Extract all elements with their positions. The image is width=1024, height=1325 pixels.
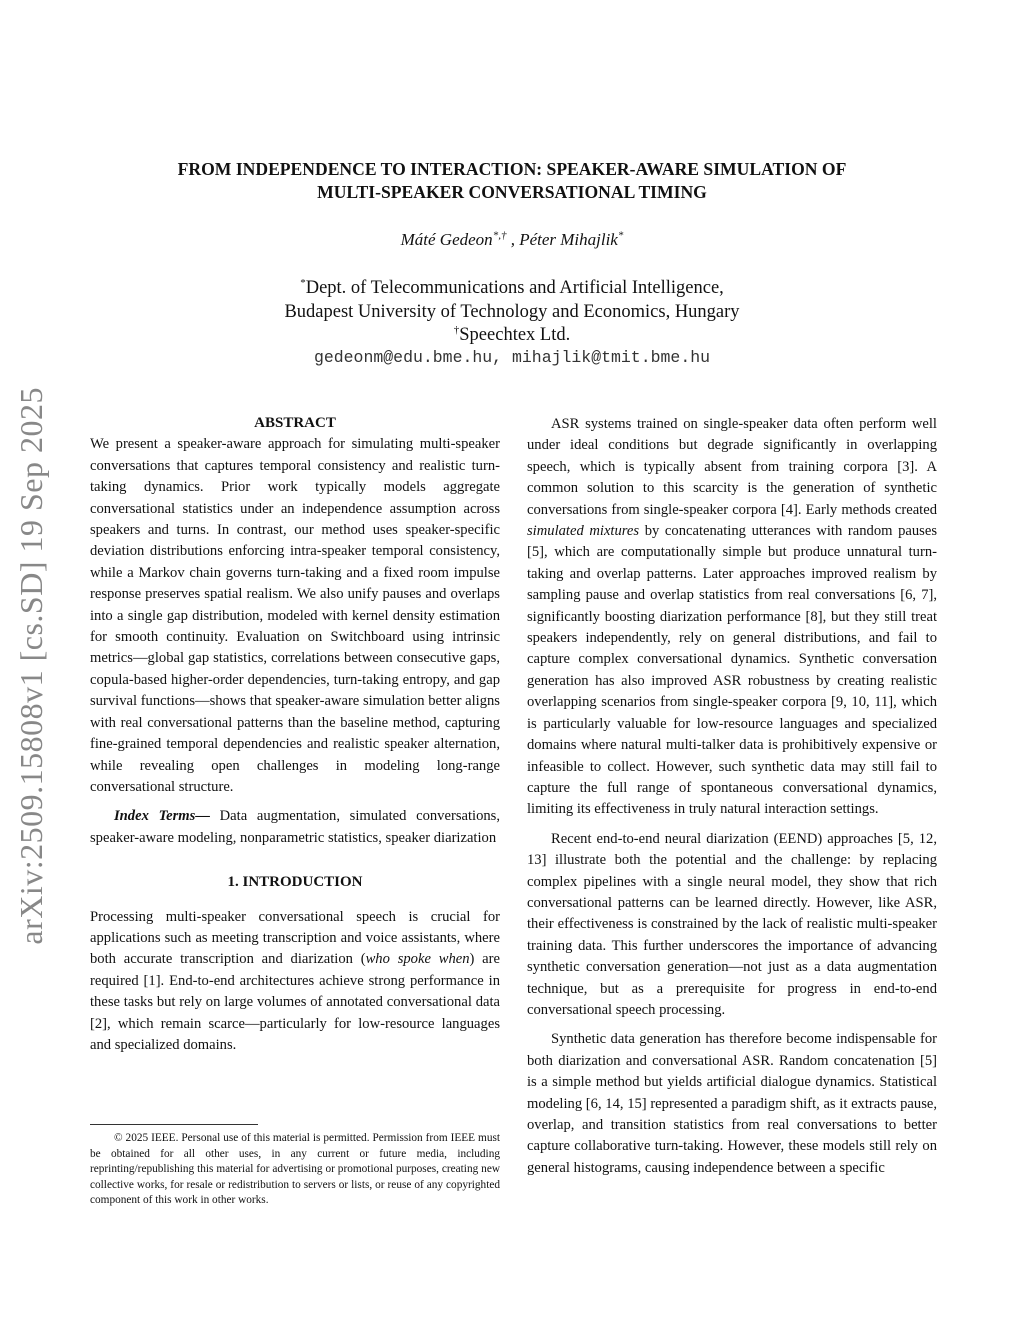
author-2-marks: * [617, 229, 624, 242]
affiliation-3: Speechtex Ltd. [459, 325, 571, 345]
author-1-marks: *,† [492, 229, 507, 242]
abstract-text: We present a speaker-aware approach for simulating multi-speaker conversations that captures temporal consistency and realistic turn-taking dynamics. Prior work typically models aggregate conversational statistics under an independence assumption across speakers and turns. In contrast, our method uses speaker-specific deviation distributions enforcing intra-speaker temporal consistency, while a Markov chain governs turn-taking and a fixed room impulse response preserves spatial realism. We also unify pauses and overlaps into a single gap distribution, modeled with kernel density estimation for smooth continuity. Evaluation on Switchboard using intrinsic metrics—global gap statistics, correlations between consecutive gaps, copula-based higher-order dependencies, turn-taking entropy, and gap survival functions—shows that speaker-aware simulation better aligns with real conversational patterns than the baseline method, capturing fine-grained temporal dependencies and realistic speaker alternation, while revealing open challenges in modeling long-range conversational structure. [90, 436, 500, 795]
introduction-heading: 1. INTRODUCTION [227, 874, 363, 891]
authors [90, 230, 934, 250]
affiliation-mark-2: † [453, 323, 460, 336]
left-column [90, 413, 500, 1056]
affiliations [90, 277, 934, 348]
abstract-heading: ABSTRACT [254, 415, 336, 431]
right-paragraph-2: Recent end-to-end neural diarization (EEND) approaches [5, 12, 13] illustrate both the potential and the challenge: by replacing complex pipelines with a single neural model, they show that rich conversational patterns can be learned directly. However, like ASR, their effectiveness is constrained by the lack of realistic multi-speaker training data. This further underscores the importance of advancing synthetic conversation generation—not just as a data augmentation technique, but as a prerequisite for progress in end-to-end conversational speech processing. [527, 830, 937, 1018]
footnote-rule [90, 1124, 258, 1125]
title-line-2: MULTI-SPEAKER CONVERSATIONAL TIMING [317, 182, 707, 202]
paper-title [90, 158, 934, 204]
copyright-footnote: © 2025 IEEE. Personal use of this material is permitted. Permission from IEEE must be obtained for all other uses, in any current or future media, including reprinting/republishing this material for advertising or promotional purposes, creating new collective works, for resale or redistribution to servers or lists, or reuse of any copyrighted component of this work in other works. [90, 1132, 500, 1207]
affiliation-mark-1: * [300, 276, 306, 289]
right-paragraph-3: Synthetic data generation has therefore become indispensable for both diarization and conversational ASR. Random concatenation [5] is a simple method but yields artificial dialogue dynamics. Statistical modeling [6, 14, 15] represented a paradigm shift, as it extracts pause, overlap, and transition statistics from real conversations to better capture collaborative turn-taking. However, these models still rely on general histograms, causing independence between a specific [527, 1031, 937, 1176]
author-separator: , [506, 230, 520, 249]
author-2: Péter Mihajlik [519, 230, 618, 249]
title-line-1: FROM INDEPENDENCE TO INTERACTION: SPEAKER-AWARE SIMULATION OF [177, 159, 847, 179]
index-terms-label: Index Terms— [114, 808, 210, 825]
author-emails: gedeonm@edu.bme.hu, mihajlik@tmit.bme.hu [313, 348, 711, 367]
arxiv-identifier-text: arXiv:2509.15808v1 [cs.SD] 19 Sep 2025 [12, 387, 49, 945]
intro-paragraph-1: Processing multi-speaker conversational speech is crucial for applications such as meeting transcription and voice assistants, where both accurate transcription and diarization (who spoke when) are required [1]. End-to-end architectures achieve strong performance in these tasks but rely on large volumes of annotated conversational data [2], which remain scarce—particularly for low-resource languages and specialized domains. [90, 908, 500, 1053]
right-paragraph-1: ASR systems trained on single-speaker data often perform well under ideal conditions but degrade significantly in overlapping speech, which is typically absent from training corpora [3]. A common solution to this scarcity is the generation of synthetic conversations from single-speaker corpora [4]. Early methods created simulated mixtures by concatenating utterances with random pauses [5], which are computationally simple but produce unnatural turn-taking and overlap patterns. Later approaches improved realism by sampling pause and overlap statistics from real conversations [6, 7], significantly boosting diarization performance [8], but they still treat speakers independently, rely on general distributions, and fail to capture complex conversational dynamics. Synthetic conversation generation has also improved ASR robustness by creating realistic overlapping scenarios from single-speaker corpora [9, 10, 11], which is particularly valuable for low-resource languages and specialized domains where natural multi-talker data is prohibitively expensive or infeasible to collect. However, such synthetic data may still fail to capture the full range of spontaneous conversational dynamics, limiting its effectiveness in truly natural interaction settings. [527, 416, 937, 818]
affiliation-2: Budapest University of Technology and Economics, Hungary [284, 301, 740, 322]
right-column [527, 414, 937, 1179]
index-terms-text: Data augmentation, simulated conversations, speaker-aware modeling, nonparametric statistics, speaker diarization [90, 808, 501, 846]
arxiv-identifier [10, 372, 52, 960]
affiliation-1: Dept. of Telecommunications and Artificial Intelligence, [305, 278, 724, 298]
author-1: Máté Gedeon [400, 230, 493, 249]
index-terms [90, 806, 500, 849]
